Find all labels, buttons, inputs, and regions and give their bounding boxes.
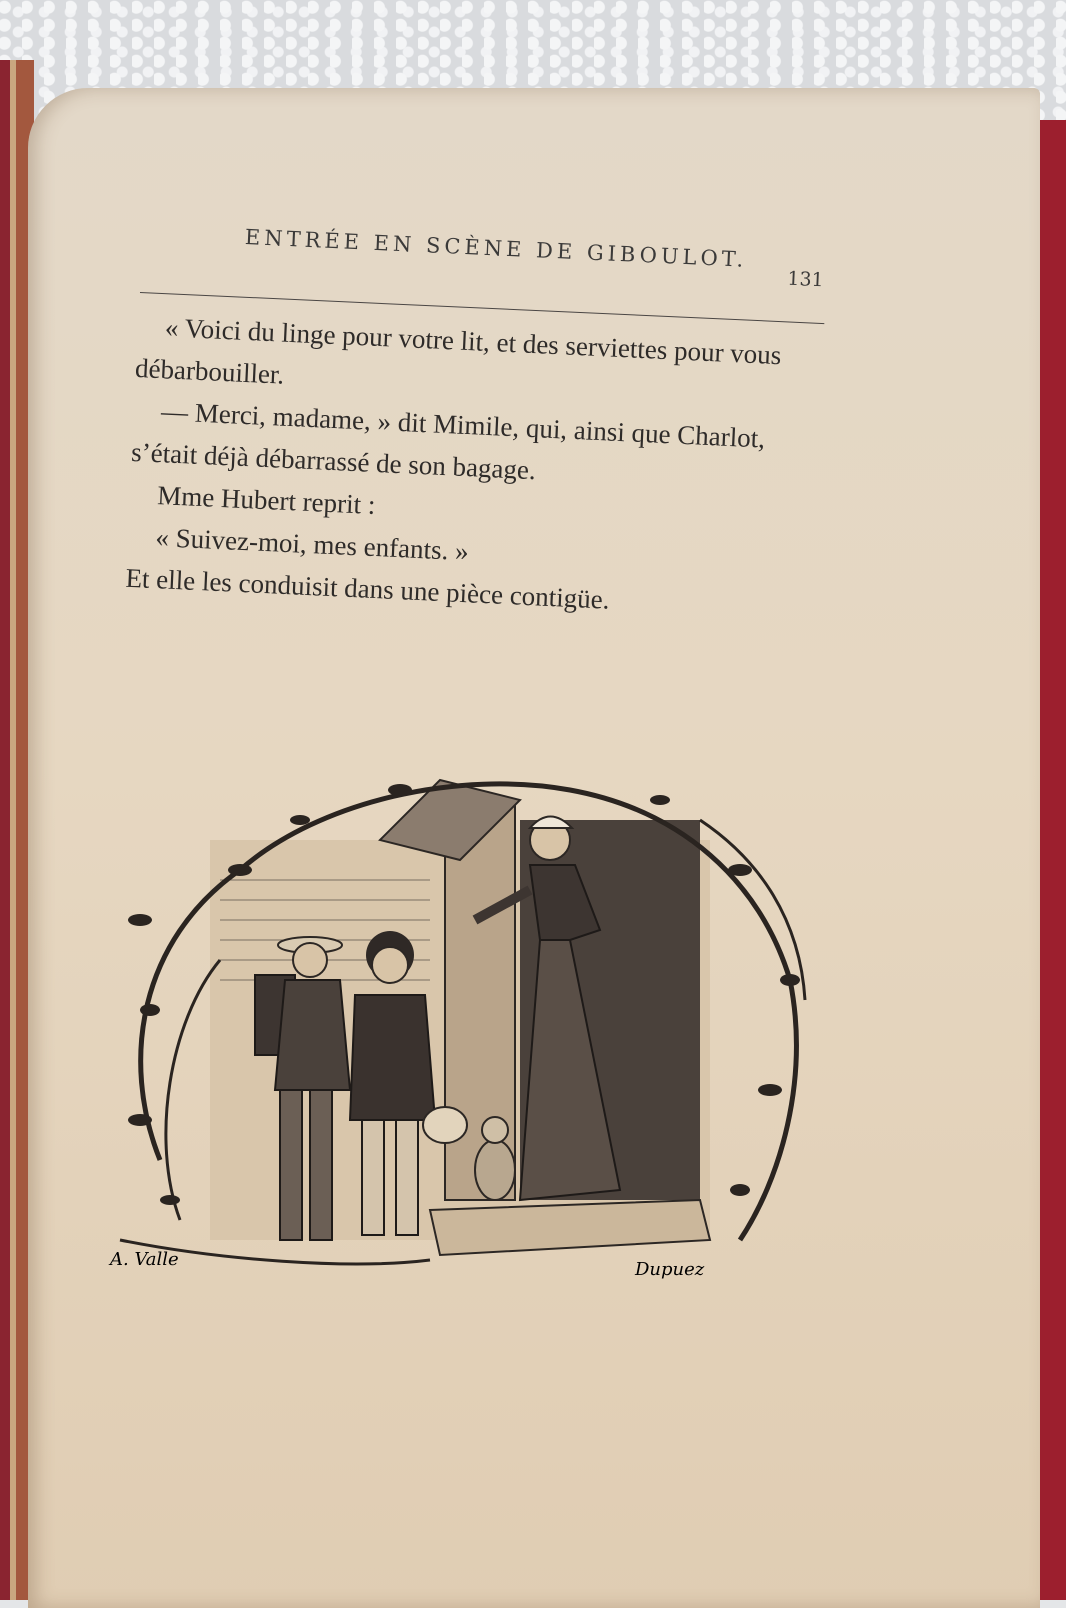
signature-right: Dupuez	[635, 1259, 705, 1280]
paragraph: Et elle les conduisit dans une pièce contigüe.	[124, 562, 611, 615]
body-text	[125, 305, 838, 630]
signature-left: A. Valle	[110, 1249, 179, 1270]
door-step	[430, 1200, 710, 1255]
page-number: 131	[786, 267, 825, 292]
engraving-illustration	[100, 760, 820, 1300]
paragraph: — Merci, madame, » dit Mimile, qui, ainsi que Charlot, s’était déjà débarrassé de son bagage.	[130, 396, 766, 486]
paragraph: « Suivez-moi, mes enfants. »	[154, 522, 470, 567]
paragraph: « Voici du linge pour votre lit, et des serviettes pour vous débarbouiller.	[134, 312, 782, 390]
paragraph: Mme Hubert reprit :	[156, 480, 377, 520]
running-title: ENTRÉE EN SCÈNE DE GIBOULOT.	[244, 225, 748, 272]
